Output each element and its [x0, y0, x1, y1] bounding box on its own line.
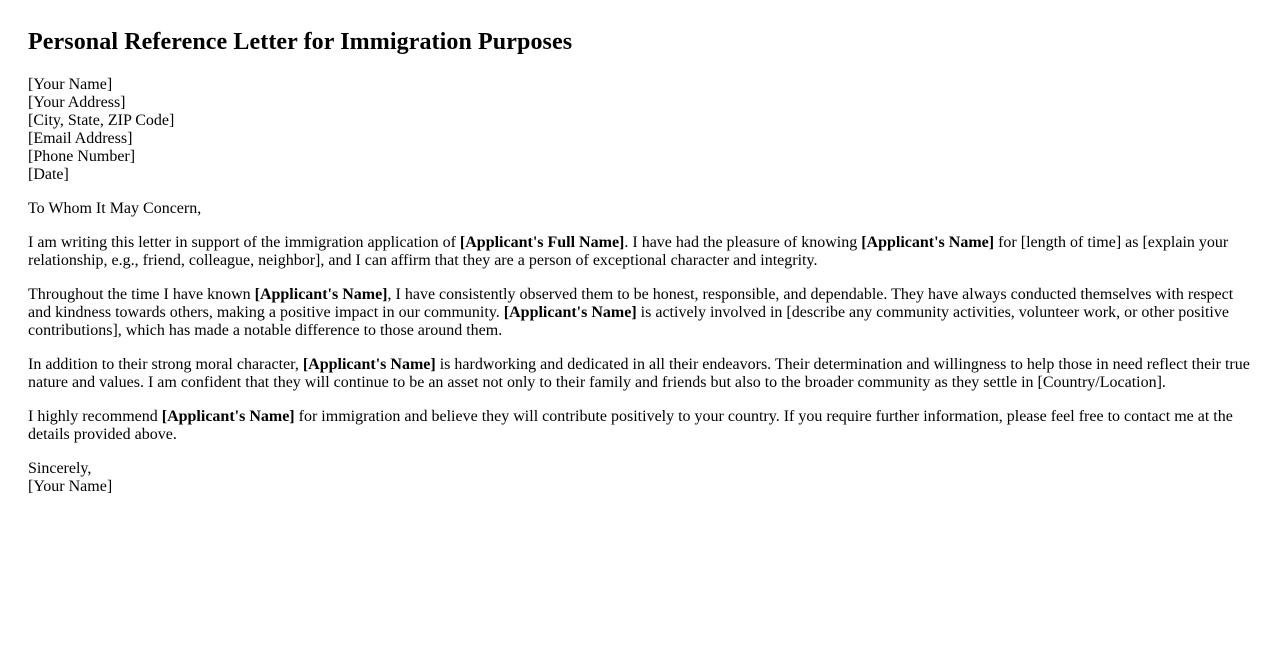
paragraph-character [28, 286, 1252, 340]
paragraph-text: . I have had the pleasure of knowing [624, 234, 862, 251]
paragraph-text: is actively involved in [describe any community activities, volunteer work, or other positive contributions], which has made a notable difference to those around them. [28, 304, 1229, 339]
signature-name: [Your Name] [28, 478, 113, 495]
paragraph-text: , I have consistently observed them to be honest, responsible, and dependable. They have always conducted themselves with respect and kindness towards others, making a positive impact in our community. [28, 286, 1234, 321]
paragraph-support-statement [28, 234, 1252, 270]
paragraph-text: I highly recommend [28, 408, 162, 425]
sender-email-line: [Email Address] [28, 130, 133, 147]
paragraph-text: is hardworking and dedicated in all their endeavors. Their determination and willingness to help those in need reflect their true nature and values. I am confident that they will continue to be an asset not only to their family and friends but also to the broader community as they settle in [Country/Location]. [28, 356, 1250, 391]
applicant-name-placeholder: [Applicant's Name] [302, 356, 436, 373]
paragraph-work-ethic [28, 356, 1252, 392]
paragraph-text: Throughout the time I have known [28, 286, 255, 303]
letter-date-line: [Date] [28, 166, 69, 183]
salutation: To Whom It May Concern, [28, 200, 202, 217]
valediction: Sincerely, [28, 460, 92, 477]
closing-block [28, 460, 1250, 496]
paragraph-text: In addition to their strong moral character, [28, 356, 303, 373]
paragraph-text: for [length of time] as [explain your relationship, e.g., friend, colleague, neighbor], and I can affirm that they are a person of exceptional character and integrity. [28, 234, 1229, 269]
applicant-full-name-placeholder: [Applicant's Full Name] [459, 234, 625, 251]
applicant-name-placeholder: [Applicant's Name] [161, 408, 295, 425]
sender-phone-line: [Phone Number] [28, 148, 136, 165]
sender-name-line: [Your Name] [28, 76, 113, 93]
sender-address-block [28, 76, 1250, 184]
letter-title: Personal Reference Letter for Immigration Purposes [28, 29, 573, 55]
applicant-name-placeholder: [Applicant's Name] [254, 286, 388, 303]
paragraph-text: I am writing this letter in support of the immigration application of [28, 234, 460, 251]
paragraph-text: for immigration and believe they will contribute positively to your country. If you require further information, please feel free to contact me at the details provided above. [28, 408, 1233, 443]
paragraph-recommendation [28, 408, 1252, 444]
applicant-name-placeholder: [Applicant's Name] [861, 234, 995, 251]
sender-address-line: [Your Address] [28, 94, 126, 111]
applicant-name-placeholder: [Applicant's Name] [503, 304, 637, 321]
sender-city-state-zip-line: [City, State, ZIP Code] [28, 112, 175, 129]
